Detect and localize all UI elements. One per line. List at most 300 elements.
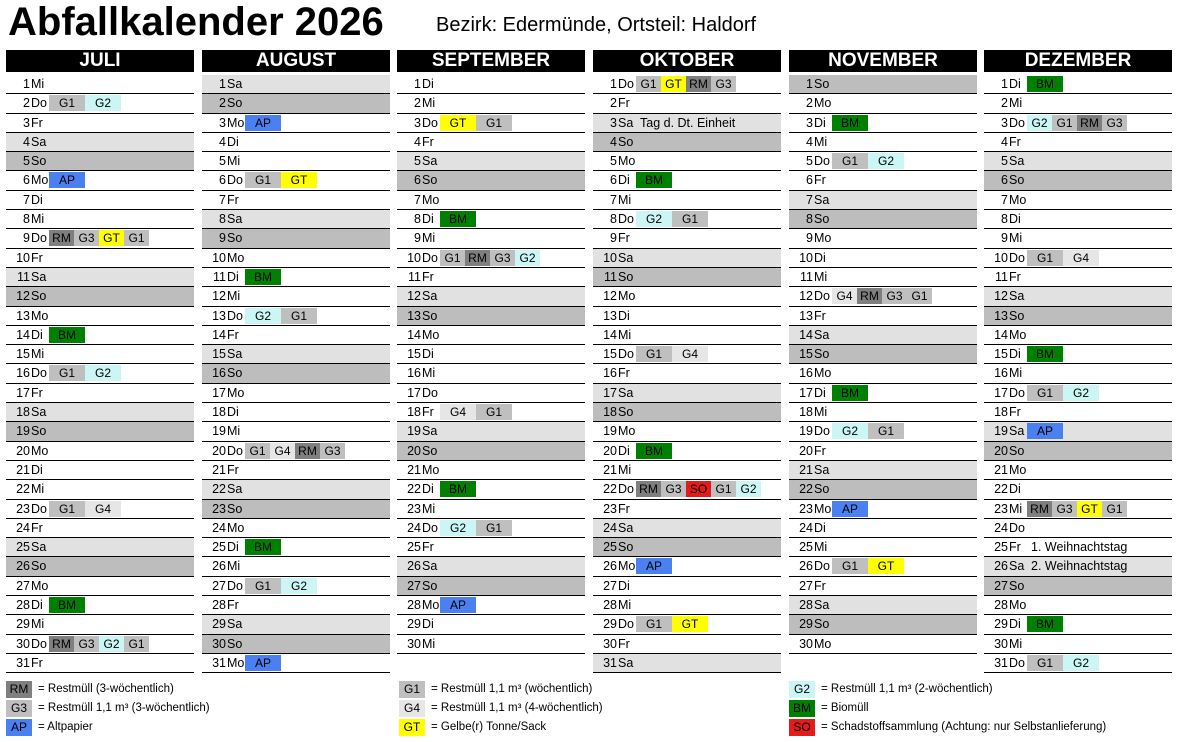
day-row — [397, 596, 585, 615]
collection-codes — [832, 288, 932, 304]
legend-swatch: SO — [789, 719, 815, 736]
day-row — [202, 268, 390, 287]
day-number: 4 — [23, 134, 30, 149]
day-row — [789, 75, 977, 94]
day-number: 19 — [16, 424, 30, 439]
weekday: So — [31, 424, 47, 439]
day-row — [789, 171, 977, 190]
weekday: So — [227, 231, 243, 246]
day-row — [397, 171, 585, 190]
day-number: 12 — [994, 289, 1008, 304]
day-number: 15 — [407, 347, 421, 362]
month-column-november — [789, 50, 977, 654]
weekday: Do — [227, 308, 243, 323]
day-number: 27 — [16, 578, 30, 593]
day-number: 14 — [212, 327, 226, 342]
code-badge-g1: G1 — [1052, 115, 1077, 131]
day-number: 30 — [799, 636, 813, 651]
day-row — [397, 210, 585, 229]
day-number: 8 — [1001, 212, 1008, 227]
day-number: 29 — [16, 617, 30, 632]
day-row — [202, 191, 390, 210]
weekday: Mo — [618, 289, 636, 304]
month-header: JULI — [6, 50, 194, 72]
day-number: 3 — [610, 115, 617, 130]
collection-codes — [636, 558, 672, 574]
code-badge-bm: BM — [245, 539, 281, 555]
day-row — [397, 442, 585, 461]
day-number: 11 — [408, 269, 421, 284]
weekday: Fr — [31, 250, 43, 265]
day-number: 23 — [799, 501, 813, 516]
weekday: Sa — [31, 269, 47, 284]
day-row — [6, 229, 194, 248]
day-number: 11 — [995, 269, 1008, 284]
weekday: Mi — [227, 559, 241, 574]
code-badge-bm: BM — [245, 269, 281, 285]
code-badge-bm: BM — [49, 327, 85, 343]
code-badge-g1: G1 — [476, 404, 512, 420]
day-number: 8 — [23, 212, 30, 227]
code-badge-rm: RM — [1077, 115, 1102, 131]
weekday: Mi — [1009, 501, 1023, 516]
collection-codes — [49, 365, 121, 381]
day-row — [397, 191, 585, 210]
weekday: Mo — [1009, 327, 1027, 342]
weekday: Di — [1009, 212, 1021, 227]
day-row — [593, 249, 781, 268]
day-number: 21 — [407, 462, 421, 477]
weekday: Di — [1009, 617, 1021, 632]
day-number: 22 — [799, 482, 813, 497]
day-number: 8 — [219, 212, 226, 227]
day-number: 15 — [212, 347, 226, 362]
day-row — [397, 229, 585, 248]
day-row — [397, 307, 585, 326]
weekday: Fr — [31, 385, 43, 400]
day-row — [6, 364, 194, 383]
day-number: 28 — [799, 598, 813, 613]
weekday: Do — [1009, 115, 1025, 130]
code-badge-g3: G3 — [320, 443, 345, 459]
day-number: 1 — [414, 77, 421, 91]
month-column-september — [397, 50, 585, 654]
month-header: DEZEMBER — [984, 50, 1172, 72]
weekday: Fr — [814, 308, 826, 323]
day-number: 23 — [407, 501, 421, 516]
day-row — [984, 654, 1172, 673]
weekday: Sa — [814, 598, 830, 613]
day-number: 17 — [16, 385, 30, 400]
day-number: 5 — [219, 154, 226, 169]
code-badge-g2: G2 — [636, 211, 672, 227]
day-row — [789, 364, 977, 383]
weekday: Fr — [422, 405, 434, 420]
day-row — [6, 654, 194, 673]
weekday: Di — [618, 308, 630, 323]
day-row — [6, 577, 194, 596]
day-number: 11 — [604, 269, 617, 284]
day-number: 14 — [407, 327, 421, 342]
code-badge-g2: G2 — [515, 250, 540, 266]
day-number: 13 — [407, 308, 421, 323]
day-number: 23 — [994, 501, 1008, 516]
day-row — [6, 268, 194, 287]
day-number: 23 — [16, 501, 30, 516]
day-number: 7 — [23, 192, 30, 207]
day-row — [6, 538, 194, 557]
day-number: 27 — [212, 578, 226, 593]
day-number: 5 — [806, 154, 813, 169]
weekday: Sa — [814, 462, 830, 477]
day-number: 22 — [16, 482, 30, 497]
code-badge-g2: G2 — [1027, 115, 1052, 131]
weekday: Sa — [422, 154, 438, 169]
day-number: 2 — [806, 96, 813, 111]
code-badge-g1: G1 — [832, 558, 868, 574]
day-number: 18 — [16, 405, 30, 420]
weekday: Fr — [227, 598, 239, 613]
day-number: 19 — [603, 424, 617, 439]
day-row — [789, 191, 977, 210]
day-number: 27 — [799, 578, 813, 593]
day-row — [202, 596, 390, 615]
day-number: 6 — [414, 173, 421, 188]
legend-swatch: RM — [6, 681, 32, 698]
day-row — [984, 480, 1172, 499]
day-number: 7 — [610, 192, 617, 207]
code-badge-g2: G2 — [1063, 655, 1099, 671]
day-number: 16 — [994, 366, 1008, 381]
month-header: SEPTEMBER — [397, 50, 585, 72]
day-number: 11 — [800, 269, 813, 284]
code-badge-ap: AP — [245, 655, 281, 671]
day-row — [984, 403, 1172, 422]
day-row — [984, 133, 1172, 152]
day-number: 9 — [219, 231, 226, 246]
day-row — [397, 422, 585, 441]
code-badge-g1: G1 — [476, 115, 512, 131]
day-row — [593, 384, 781, 403]
day-row — [6, 171, 194, 190]
collection-codes — [832, 423, 904, 439]
weekday: So — [1009, 578, 1025, 593]
weekday: Mo — [618, 154, 636, 169]
weekday: Mi — [814, 405, 828, 420]
day-number: 24 — [407, 520, 421, 535]
day-number: 19 — [994, 424, 1008, 439]
day-number: 14 — [994, 327, 1008, 342]
day-row — [6, 461, 194, 480]
code-badge-rm: RM — [1027, 501, 1052, 517]
day-row — [202, 654, 390, 673]
weekday: So — [1009, 308, 1025, 323]
day-number: 16 — [603, 366, 617, 381]
day-row — [789, 635, 977, 654]
day-number: 16 — [407, 366, 421, 381]
day-number: 20 — [603, 443, 617, 458]
weekday: Do — [814, 424, 830, 439]
day-number: 26 — [407, 559, 421, 574]
day-row — [593, 229, 781, 248]
day-row — [984, 287, 1172, 306]
code-badge-so: SO — [686, 481, 711, 497]
month-column-juli — [6, 50, 194, 673]
day-row — [789, 500, 977, 519]
day-row — [593, 635, 781, 654]
collection-codes — [1027, 115, 1127, 131]
legend-text: = Restmüll 1,1 m³ (3-wöchentlich) — [38, 702, 210, 714]
day-number: 27 — [603, 578, 617, 593]
collection-codes — [49, 501, 121, 517]
day-row — [593, 171, 781, 190]
code-badge-ap: AP — [832, 501, 868, 517]
day-row — [6, 191, 194, 210]
day-row — [397, 94, 585, 113]
code-badge-g2: G2 — [868, 153, 904, 169]
day-row — [984, 635, 1172, 654]
code-badge-bm: BM — [440, 211, 476, 227]
collection-codes — [245, 578, 317, 594]
day-row — [397, 519, 585, 538]
day-row — [202, 500, 390, 519]
day-row — [984, 538, 1172, 557]
day-row — [397, 75, 585, 94]
day-row — [984, 384, 1172, 403]
day-row — [202, 345, 390, 364]
day-row — [984, 422, 1172, 441]
day-row — [789, 152, 977, 171]
code-badge-g2: G2 — [85, 95, 121, 111]
day-row — [789, 461, 977, 480]
day-row — [789, 557, 977, 576]
day-row — [789, 403, 977, 422]
day-number: 8 — [806, 212, 813, 227]
day-number: 17 — [407, 385, 421, 400]
weekday: Sa — [1009, 424, 1025, 439]
day-row — [593, 287, 781, 306]
day-row — [593, 326, 781, 345]
weekday: Di — [31, 192, 43, 207]
day-number: 17 — [994, 385, 1008, 400]
code-badge-g1: G1 — [636, 616, 672, 632]
collection-codes — [49, 95, 121, 111]
weekday: So — [227, 636, 243, 651]
collection-codes — [440, 115, 512, 131]
day-number: 3 — [806, 115, 813, 130]
month-column-dezember — [984, 50, 1172, 673]
code-badge-g1: G1 — [1102, 501, 1127, 517]
day-row — [6, 94, 194, 113]
day-row — [789, 307, 977, 326]
day-row — [397, 403, 585, 422]
day-row — [593, 345, 781, 364]
day-number: 29 — [994, 617, 1008, 632]
weekday: Mo — [31, 578, 49, 593]
day-row — [6, 307, 194, 326]
month-column-oktober — [593, 50, 781, 673]
code-badge-g3: G3 — [882, 288, 907, 304]
day-number: 12 — [603, 289, 617, 304]
day-row — [202, 364, 390, 383]
collection-codes — [636, 211, 708, 227]
day-row — [202, 152, 390, 171]
weekday: Fr — [227, 192, 239, 207]
day-number: 13 — [16, 308, 30, 323]
legend-text: = Restmüll (3-wöchentlich) — [38, 683, 174, 695]
code-badge-bm: BM — [49, 597, 85, 613]
weekday: Mi — [422, 231, 436, 246]
weekday: Fr — [1009, 269, 1021, 284]
legend-swatch: GT — [399, 719, 425, 736]
code-badge-g4: G4 — [85, 501, 121, 517]
collection-codes — [636, 443, 672, 459]
day-row — [593, 364, 781, 383]
weekday: Di — [227, 269, 239, 284]
weekday: Do — [1009, 385, 1025, 400]
weekday: Mo — [422, 192, 440, 207]
day-row — [397, 557, 585, 576]
code-badge-ap: AP — [1027, 423, 1063, 439]
day-number: 9 — [414, 231, 421, 246]
day-number: 20 — [212, 443, 226, 458]
day-number: 6 — [806, 173, 813, 188]
day-number: 4 — [806, 134, 813, 149]
weekday: Di — [422, 482, 434, 497]
day-row — [789, 326, 977, 345]
day-number: 30 — [212, 636, 226, 651]
day-row — [789, 249, 977, 268]
collection-codes — [832, 558, 904, 574]
weekday: So — [31, 559, 47, 574]
month-column-august — [202, 50, 390, 673]
weekday: Fr — [618, 366, 630, 381]
weekday: Mo — [814, 501, 832, 516]
weekday: Sa — [227, 482, 243, 497]
day-number: 6 — [23, 173, 30, 188]
day-number: 26 — [212, 559, 226, 574]
collection-codes — [49, 327, 85, 343]
day-row — [202, 557, 390, 576]
weekday: Di — [814, 115, 826, 130]
weekday: Di — [422, 77, 434, 91]
day-number: 21 — [799, 462, 813, 477]
weekday: Do — [422, 250, 438, 265]
day-row — [984, 210, 1172, 229]
day-row — [202, 114, 390, 133]
weekday: Mo — [227, 115, 245, 130]
day-row — [593, 422, 781, 441]
day-row — [6, 519, 194, 538]
day-number: 29 — [603, 617, 617, 632]
weekday: Mi — [227, 289, 241, 304]
weekday: Do — [1009, 250, 1025, 265]
weekday: Mo — [31, 308, 49, 323]
code-badge-g3: G3 — [490, 250, 515, 266]
day-number: 31 — [603, 655, 617, 670]
day-row — [789, 384, 977, 403]
weekday: Di — [31, 327, 43, 342]
day-number: 13 — [603, 308, 617, 323]
day-row — [984, 94, 1172, 113]
day-row — [593, 94, 781, 113]
day-row — [593, 268, 781, 287]
weekday: Fr — [227, 327, 239, 342]
weekday: Fr — [618, 231, 630, 246]
weekday: Sa — [227, 212, 243, 227]
day-number: 12 — [16, 289, 30, 304]
day-number: 24 — [212, 520, 226, 535]
weekday: Do — [814, 559, 830, 574]
day-number: 26 — [799, 559, 813, 574]
weekday: Do — [422, 385, 438, 400]
day-number: 30 — [603, 636, 617, 651]
weekday: So — [814, 617, 830, 632]
code-badge-bm: BM — [1027, 346, 1063, 362]
weekday: Mi — [814, 540, 828, 555]
day-number: 13 — [799, 308, 813, 323]
day-number: 9 — [1001, 231, 1008, 246]
weekday: Fr — [31, 115, 43, 130]
day-number: 15 — [799, 347, 813, 362]
day-row — [202, 615, 390, 634]
code-badge-g4: G4 — [832, 288, 857, 304]
day-row — [593, 500, 781, 519]
weekday: Fr — [1009, 134, 1021, 149]
code-badge-g3: G3 — [1052, 501, 1077, 517]
collection-codes — [245, 308, 317, 324]
day-number: 25 — [994, 540, 1008, 555]
day-row — [593, 442, 781, 461]
collection-codes — [440, 481, 476, 497]
day-row — [202, 538, 390, 557]
code-badge-g1: G1 — [49, 95, 85, 111]
legend-swatch: AP — [6, 719, 32, 736]
weekday: Fr — [618, 501, 630, 516]
code-badge-ap: AP — [440, 597, 476, 613]
weekday: Di — [1009, 347, 1021, 362]
weekday: Do — [31, 636, 47, 651]
weekday: So — [31, 154, 47, 169]
collection-codes — [636, 76, 736, 92]
weekday: Fr — [422, 269, 434, 284]
day-number: 13 — [212, 308, 226, 323]
day-number: 24 — [994, 520, 1008, 535]
day-row — [984, 577, 1172, 596]
day-number: 6 — [1001, 173, 1008, 188]
day-number: 26 — [603, 559, 617, 574]
month-header: NOVEMBER — [789, 50, 977, 72]
day-row — [6, 133, 194, 152]
weekday: So — [814, 482, 830, 497]
day-number: 27 — [407, 578, 421, 593]
weekday: Mi — [618, 598, 632, 613]
code-badge-gt: GT — [281, 172, 317, 188]
day-number: 1 — [610, 77, 617, 91]
day-row — [6, 384, 194, 403]
day-number: 16 — [16, 366, 30, 381]
collection-codes — [245, 269, 281, 285]
day-row — [789, 345, 977, 364]
weekday: Mi — [31, 77, 45, 91]
legend-text: = Restmüll 1,1 m³ (4-wöchentlich) — [431, 702, 603, 714]
weekday: Mi — [31, 347, 45, 362]
weekday: Mo — [814, 231, 832, 246]
day-number: 8 — [610, 212, 617, 227]
day-number: 20 — [994, 443, 1008, 458]
day-row — [984, 249, 1172, 268]
legend-swatch: G4 — [399, 700, 425, 717]
